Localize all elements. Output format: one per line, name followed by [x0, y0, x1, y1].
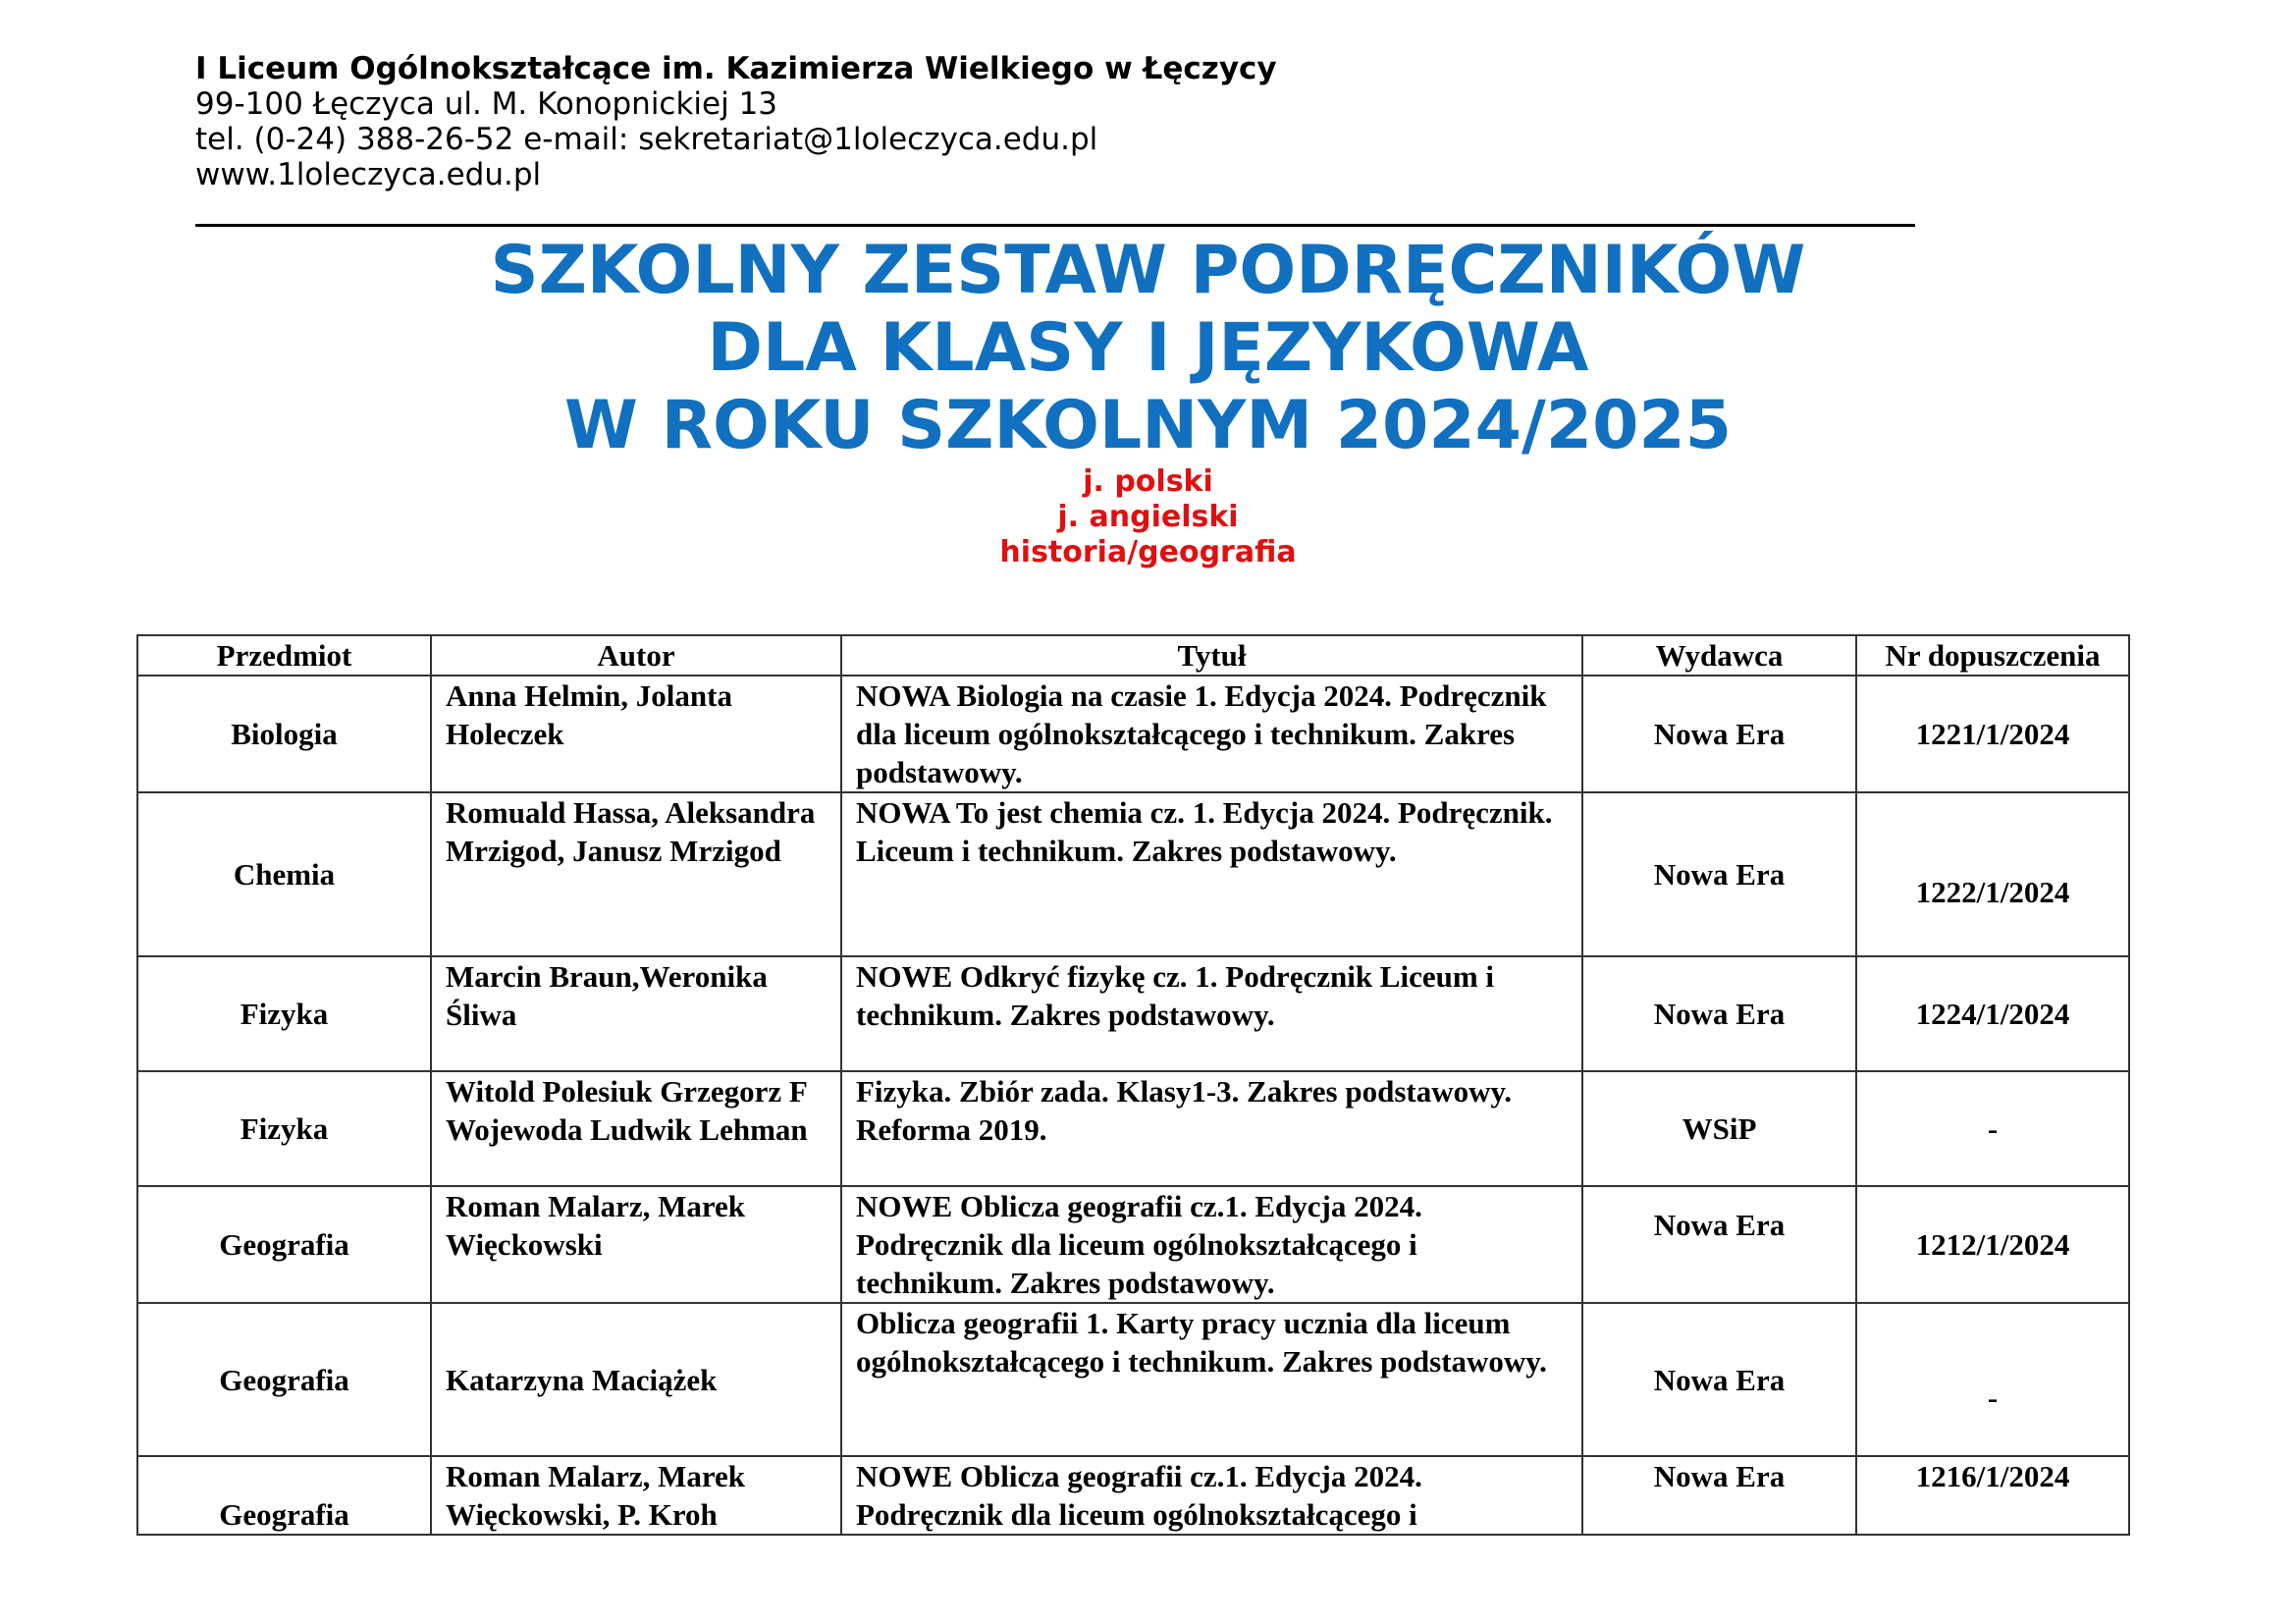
cell-number	[1856, 1303, 2129, 1456]
col-publisher: Wydawca	[1582, 635, 1856, 676]
table-row	[137, 956, 2129, 1071]
cell-author: Anna Helmin, Jolanta Holeczek	[431, 676, 841, 792]
cell-number: 1216/1/2024	[1856, 1456, 2129, 1535]
cell-title: NOWE Odkryć fizykę cz. 1. Podręcznik Liceum i technikum. Zakres podstawowy.	[841, 956, 1582, 1071]
col-author: Autor	[431, 635, 841, 676]
table-row	[137, 1303, 2129, 1456]
cell-subject: Geografia	[137, 1456, 431, 1535]
header-divider	[195, 224, 1915, 227]
cell-subject: Biologia	[137, 676, 431, 792]
cell-publisher: WSiP	[1582, 1071, 1856, 1186]
school-header	[195, 51, 1923, 192]
cell-subject: Chemia	[137, 792, 431, 956]
cell-subject: Geografia	[137, 1303, 431, 1456]
school-address: 99-100 Łęczyca ul. M. Konopnickiej 13	[195, 86, 778, 122]
cell-title: Oblicza geografii 1. Karty pracy ucznia dla liceum ogólnokształcącego i technikum. Zakres podstawowy.	[841, 1303, 1582, 1456]
cell-author: Roman Malarz, Marek Więckowski	[431, 1186, 841, 1303]
cell-number: -	[1856, 1071, 2129, 1186]
cell-number: 1212/1/2024	[1856, 1186, 2129, 1303]
table-row	[137, 1071, 2129, 1186]
cell-author: Katarzyna Maciążek	[431, 1303, 841, 1456]
cell-title: NOWE Oblicza geografii cz.1. Edycja 2024. Podręcznik dla liceum ogólnokształcącego i	[841, 1456, 1582, 1535]
cell-title: NOWA To jest chemia cz. 1. Edycja 2024. Podręcznik. Liceum i technikum. Zakres podstawowy.	[841, 792, 1582, 956]
cell-publisher: Nowa Era	[1582, 792, 1856, 956]
title-line-1: SZKOLNY ZESTAW PODRĘCZNIKÓW	[490, 232, 1806, 309]
cell-publisher: Nowa Era	[1582, 676, 1856, 792]
cell-title: NOWE Oblicza geografii cz.1. Edycja 2024. Podręcznik dla liceum ogólnokształcącego i technikum. Zakres podstawowy.	[841, 1186, 1582, 1303]
subject-1: j. polski	[1083, 464, 1213, 499]
school-name: I Liceum Ogólnokształcące im. Kazimierza Wielkiego w Łęczycy	[195, 51, 1277, 86]
col-number: Nr dopuszczenia	[1856, 635, 2129, 676]
document-title	[0, 232, 2296, 570]
cell-title: NOWA Biologia na czasie 1. Edycja 2024. Podręcznik dla liceum ogólnokształcącego i technikum. Zakres podstawowy.	[841, 676, 1582, 792]
school-contact: tel. (0-24) 388-26-52 e-mail: sekretariat@1loleczyca.edu.pl	[195, 122, 1098, 157]
title-line-3: W ROKU SZKOLNYM 2024/2025	[563, 387, 1733, 464]
title-line-2: DLA KLASY I JĘZYKOWA	[707, 309, 1589, 387]
col-subject: Przedmiot	[137, 635, 431, 676]
subject-3: historia/geografia	[999, 535, 1297, 569]
cell-author: Witold Polesiuk Grzegorz F Wojewoda Ludwik Lehman	[431, 1071, 841, 1186]
cell-publisher-text: Nowa Era	[1653, 1208, 1786, 1242]
subject-2: j. angielski	[1057, 500, 1239, 534]
cell-number-text: -	[1987, 1380, 1999, 1415]
cell-subject: Fizyka	[137, 956, 431, 1071]
table-row	[137, 676, 2129, 792]
cell-author: Romuald Hassa, Aleksandra Mrzigod, Janusz Mrzigod	[431, 792, 841, 956]
cell-number	[1856, 792, 2129, 956]
table-row	[137, 792, 2129, 956]
table-row	[137, 1456, 2129, 1535]
cell-publisher: Nowa Era	[1582, 1456, 1856, 1535]
table-row	[137, 1186, 2129, 1303]
cell-title: Fizyka. Zbiór zada. Klasy1-3. Zakres podstawowy. Reforma 2019.	[841, 1071, 1582, 1186]
table-header-row	[137, 635, 2129, 676]
textbook-table	[136, 634, 2130, 1536]
cell-number: 1224/1/2024	[1856, 956, 2129, 1071]
col-title: Tytuł	[841, 635, 1582, 676]
cell-author: Marcin Braun,Weronika Śliwa	[431, 956, 841, 1071]
cell-publisher	[1582, 1186, 1856, 1303]
cell-author: Roman Malarz, Marek Więckowski, P. Kroh	[431, 1456, 841, 1535]
cell-publisher: Nowa Era	[1582, 956, 1856, 1071]
cell-number-text: 1222/1/2024	[1915, 875, 2070, 909]
cell-subject: Geografia	[137, 1186, 431, 1303]
cell-subject: Fizyka	[137, 1071, 431, 1186]
cell-number: 1221/1/2024	[1856, 676, 2129, 792]
school-website: www.1loleczyca.edu.pl	[195, 157, 542, 192]
cell-publisher: Nowa Era	[1582, 1303, 1856, 1456]
